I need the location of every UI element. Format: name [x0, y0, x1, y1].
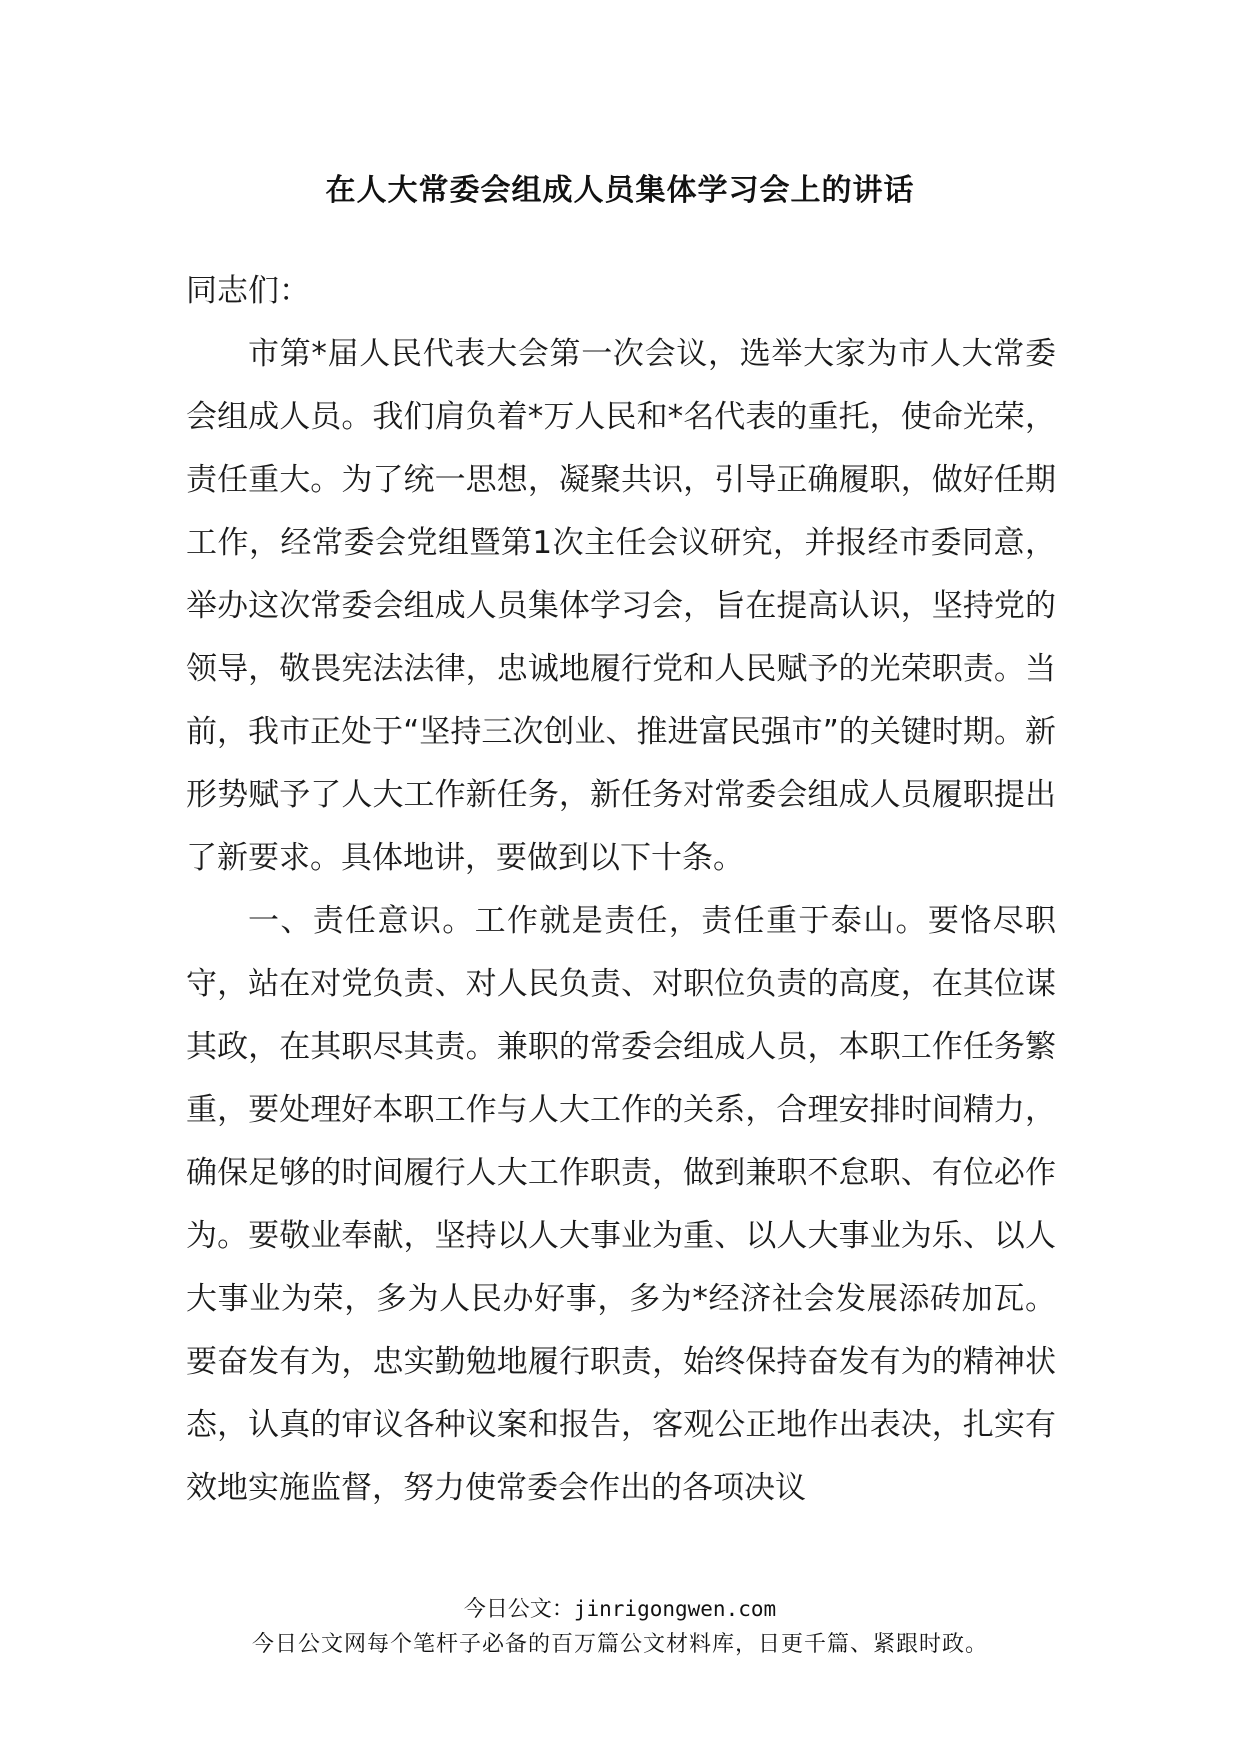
- footer-source-label: 今日公文：: [463, 1597, 574, 1622]
- footer-source: [0, 1592, 1240, 1623]
- document-title: 在人大常委会组成人员集体学习会上的讲话: [325, 173, 915, 208]
- paragraph-responsibility: 一、责任意识。工作就是责任，责任重于泰山。要恪尽职守，站在对党负责、对人民负责、对职位负责的高度，在其位谋其政，在其职尽其责。兼职的常委会组成人员，本职工作任务繁重，要处理好本职工作与人大工作的关系，合理安排时间精力，确保足够的时间履行人大工作职责，做到兼职不怠职、有位必作为。要敬业奉献，坚持以人大事业为重、以人大事业为乐、以人大事业为荣，多为人民办好事，多为*经济社会发展添砖加瓦。要奋发有为，忠实勤勉地履行职责，始终保持奋发有为的精神状态，认真的审议各种议案和报告，客观公正地作出表决，扎实有效地实施监督，努力使常委会作出的各项决议: [186, 903, 1056, 1506]
- footer-url-link[interactable]: jinrigongwen.com: [573, 1597, 777, 1621]
- salutation: 同志们：: [186, 273, 310, 309]
- paragraph-intro: 市第*届人民代表大会第一次会议，选举大家为市人大常委会组成人员。我们肩负着*万人民和*名代表的重托，使命光荣，责任重大。为了统一思想，凝聚共识，引导正确履职，做好任期工作，经常委会党组暨第1次主任会议研究，并报经市委同意，举办这次常委会组成人员集体学习会，旨在提高认识，坚持党的领导，敬畏宪法法律，忠诚地履行党和人民赋予的光荣职责。当前，我市正处于“坚持三次创业、推进富民强市”的关键时期。新形势赋予了人大工作新任务，新任务对常委会组成人员履职提出了新要求。具体地讲，要做到以下十条。: [186, 336, 1056, 876]
- document-body: [186, 260, 1056, 1520]
- footer-slogan: 今日公文网每个笔杆子必备的百万篇公文材料库，日更千篇、紧跟时政。: [251, 1632, 988, 1657]
